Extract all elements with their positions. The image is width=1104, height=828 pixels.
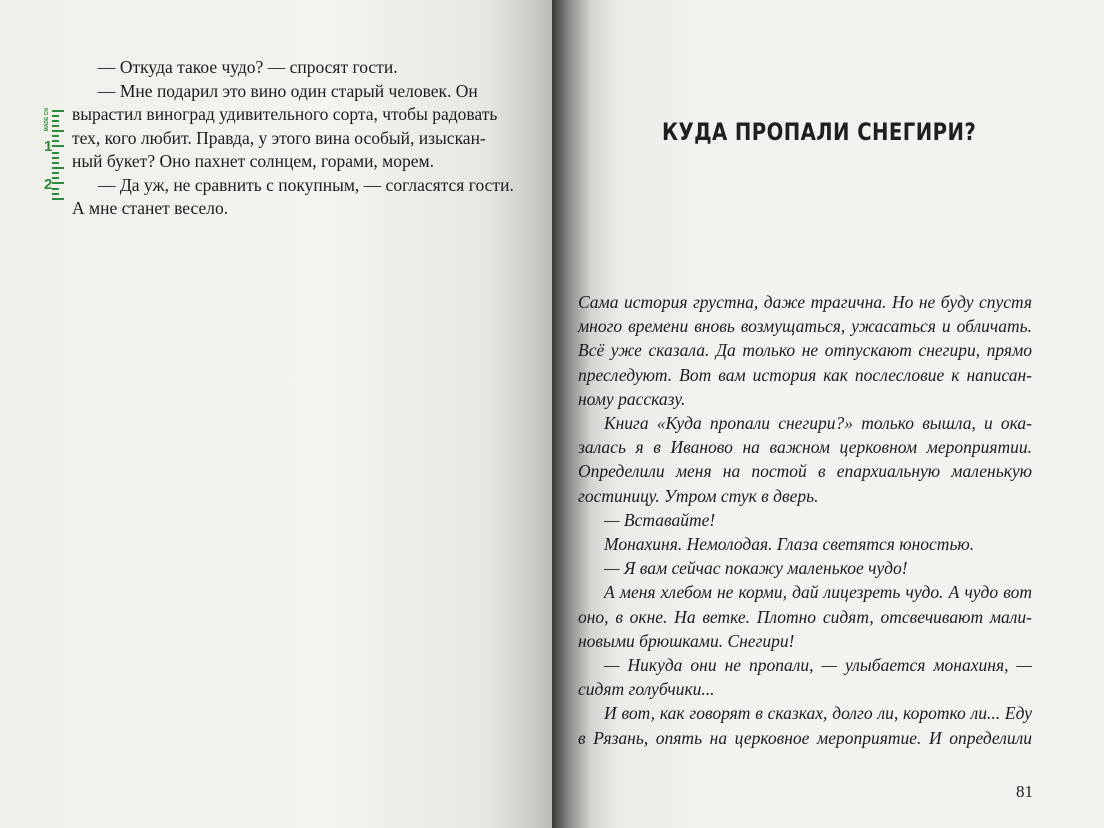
- chapter-heading: КУДА ПРОПАЛИ СНЕГИРИ?: [662, 118, 977, 146]
- ruler-mark-2: 2: [44, 176, 53, 193]
- text-line: И вот, как говорят в сказках, долго ли, коротко ли... Еду: [604, 703, 1032, 724]
- text-line: Определили меня на постой в епархиальную маленькую: [578, 461, 1032, 482]
- text-line: ному рассказу.: [578, 388, 686, 409]
- text-line: — Я вам сейчас покажу маленькое чудо!: [604, 558, 908, 579]
- left-page-text: [72, 56, 522, 221]
- text-line: преследуют. Вот вам история как послесловие к написан-: [578, 364, 1032, 385]
- text-line: — Вставайте!: [604, 509, 716, 530]
- text-line: в Рязань, опять на церковное мероприятие. И определили: [578, 727, 1032, 748]
- ruler-mark-1: 1: [44, 138, 53, 155]
- text-line: сидят голубчики...: [578, 679, 715, 700]
- text-line: Книга «Куда пропали снегири?» только вышла, и ока-: [604, 413, 1032, 434]
- text-line: Монахиня. Немолодая. Глаза светятся юностью.: [604, 534, 975, 555]
- text-line: А меня хлебом не корми, дай лицезреть чудо. А чудо вот: [604, 582, 1032, 603]
- text-line: гостиницу. Утром стук в дверь.: [578, 485, 819, 506]
- text-line: — Мне подарил это вино один старый человек. Он: [98, 80, 478, 101]
- page-number: 81: [1016, 782, 1033, 801]
- text-line: ный букет? Оно пахнет солнцем, горами, морем.: [72, 151, 434, 171]
- ruler-tag: MADE CN: [44, 108, 50, 132]
- right-page: [552, 0, 1104, 828]
- text-line: новыми брюшками. Снегири!: [578, 630, 795, 651]
- text-line: Сама история грустна, даже трагична. Но не буду спустя: [578, 292, 1032, 312]
- text-line: вырастил виноград удивительного сорта, чтобы радовать: [72, 104, 498, 124]
- text-line: Всё уже сказала. Да только не отпускают снегири, прямо: [578, 340, 1032, 361]
- text-line: оно, в окне. На ветке. Плотно сидят, отсвечивают мали-: [578, 606, 1032, 627]
- text-line: залась я в Иваново на важном церковном мероприятии.: [578, 437, 1032, 458]
- text-line: много времени вновь возмущаться, ужасаться и обличать.: [578, 316, 1032, 337]
- text-line: — Да уж, не сравнить с покупным, — согласятся гости.: [98, 174, 514, 195]
- right-page-text: [578, 290, 1032, 750]
- text-line: — Никуда они не пропали, — улыбается монахиня, —: [604, 655, 1032, 676]
- text-line: А мне станет весело.: [72, 198, 229, 218]
- text-line: тех, кого любит. Правда, у этого вина особый, изыскан-: [72, 127, 486, 148]
- text-line: — Откуда такое чудо? — спросят гости.: [98, 57, 398, 77]
- measuring-ruler: [44, 102, 68, 208]
